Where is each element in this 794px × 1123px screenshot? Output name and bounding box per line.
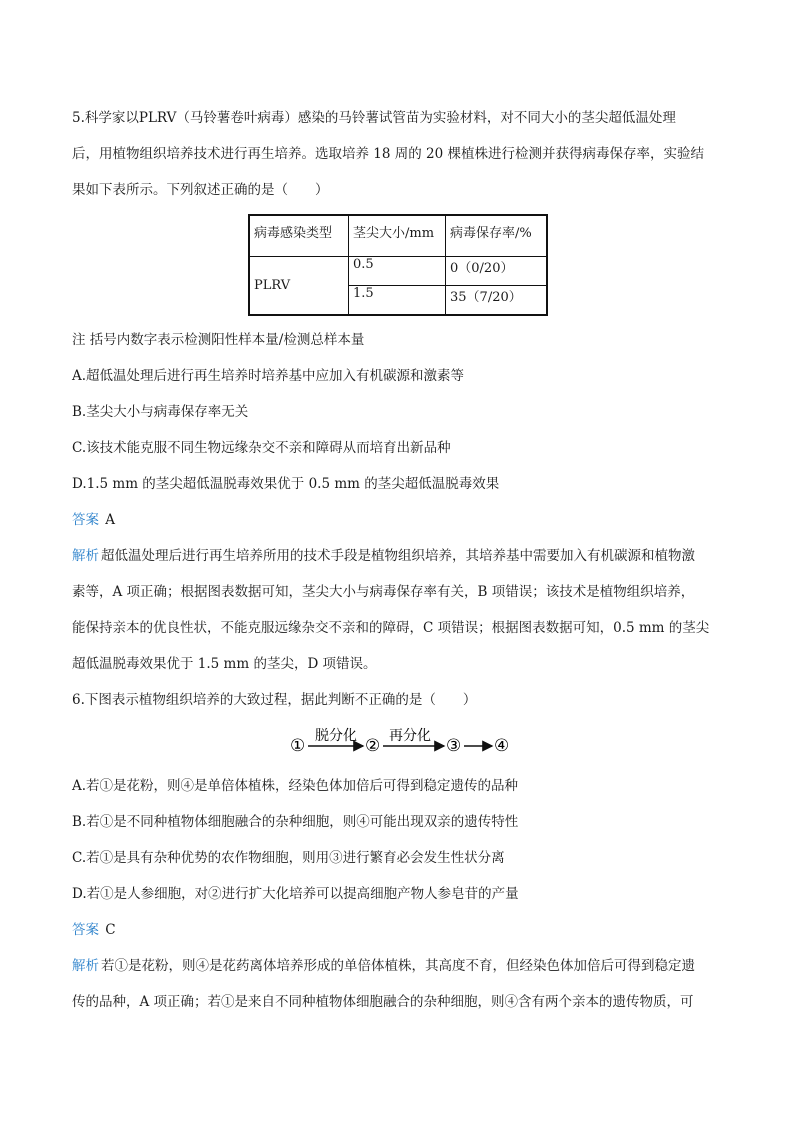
q5-analysis-line-2: 素等，A 项正确；根据图表数据可知，茎尖大小与病毒保存率有关，B 项错误；该技术是植物组织培养， xyxy=(72,584,695,600)
flow-diagram-svg xyxy=(72,718,722,768)
q6-option-b: B.若①是不同种植物体细胞融合的杂种细胞，则④可能出现双亲的遗传特性 xyxy=(72,814,519,830)
q6-analysis xyxy=(72,948,722,984)
analysis-tag: 解析 xyxy=(72,958,99,974)
q5-option-b: B.茎尖大小与病毒保存率无关 xyxy=(72,404,249,420)
q6-analysis-line-2: 传的品种，A 项正确；若①是来自不同种植物体细胞融合的杂种细胞，则④含有两个亲本的遗传物质，可 xyxy=(72,994,694,1010)
q5-stem-line-1: 5.科学家以PLRV（马铃薯卷叶病毒）感染的马铃薯试管苗为实验材料，对不同大小的茎尖超低温处理 xyxy=(72,110,676,126)
table-cell-rate: 0（0/20） xyxy=(446,257,548,286)
flow-node-1: ① xyxy=(290,736,306,756)
page xyxy=(72,100,722,1020)
q5-answer xyxy=(72,502,722,538)
flow-label-dedifferentiation: 脱分化 xyxy=(315,728,357,744)
q6-stem: 6.下图表示植物组织培养的大致过程，据此判断不正确的是（ ） xyxy=(72,692,477,708)
flow-label-redifferentiation: 再分化 xyxy=(389,728,431,744)
answer-value: A xyxy=(105,512,116,528)
q5-analysis xyxy=(72,538,722,574)
table-cell-rate: 35（7/20） xyxy=(446,286,548,316)
table-header-type: 病毒感染类型 xyxy=(249,215,349,257)
q5-option-a: A.超低温处理后进行再生培养时培养基中应加入有机碳源和激素等 xyxy=(72,368,465,384)
q5-stem-line-2: 后，用植物组织培养技术进行再生培养。选取培养 18 周的 20 棵植株进行检测并获得病毒保存率，实验结 xyxy=(72,146,705,162)
q6-option-c: C.若①是具有杂种优势的农作物细胞，则用③进行繁育必会发生性状分离 xyxy=(72,850,505,866)
answer-value: C xyxy=(105,922,116,938)
table-header-row xyxy=(249,215,547,257)
q6-option-d: D.若①是人参细胞，对②进行扩大化培养可以提高细胞产物人参皂苷的产量 xyxy=(72,886,519,902)
q6-answer xyxy=(72,912,722,948)
table-header-size: 茎尖大小/mm xyxy=(349,215,446,257)
table-cell-size: 1.5 xyxy=(349,286,446,316)
table-cell-size: 0.5 xyxy=(349,257,446,286)
q5-table-note: 注 括号内数字表示检测阳性样本量/检测总样本量 xyxy=(72,332,365,348)
q5-option-c: C.该技术能克服不同生物远缘杂交不亲和障碍从而培育出新品种 xyxy=(72,440,451,456)
flow-node-2: ② xyxy=(365,736,381,756)
virus-table xyxy=(248,214,548,316)
tissue-culture-flow-diagram xyxy=(72,718,722,768)
answer-tag: 答案 xyxy=(72,922,99,938)
flow-node-4: ④ xyxy=(494,736,510,756)
table-cell-virus-type: PLRV xyxy=(249,257,349,316)
answer-tag: 答案 xyxy=(72,512,99,528)
q5-stem-line-3: 果如下表所示。下列叙述正确的是（ ） xyxy=(72,182,329,198)
q5-option-d: D.1.5 mm 的茎尖超低温脱毒效果优于 0.5 mm 的茎尖超低温脱毒效果 xyxy=(72,476,500,492)
table-row xyxy=(249,257,547,286)
flow-node-3: ③ xyxy=(446,736,462,756)
q6-analysis-line-1: 若①是花粉，则④是花药离体培养形成的单倍体植株，其高度不育，但经染色体加倍后可得到稳定遗 xyxy=(101,958,695,974)
q5-analysis-line-4: 超低温脱毒效果优于 1.5 mm 的茎尖，D 项错误。 xyxy=(72,656,377,672)
q6-option-a: A.若①是花粉，则④是单倍体植株，经染色体加倍后可得到稳定遗传的品种 xyxy=(72,778,519,794)
q5-analysis-line-3: 能保持亲本的优良性状，不能克服远缘杂交不亲和的障碍，C 项错误；根据图表数据可知，0.5 mm 的茎尖 xyxy=(72,620,710,636)
table-header-rate: 病毒保存率/% xyxy=(446,215,548,257)
q5-analysis-line-1: 超低温处理后进行再生培养所用的技术手段是植物组织培养，其培养基中需要加入有机碳源和植物激 xyxy=(101,548,695,564)
analysis-tag: 解析 xyxy=(72,548,99,564)
